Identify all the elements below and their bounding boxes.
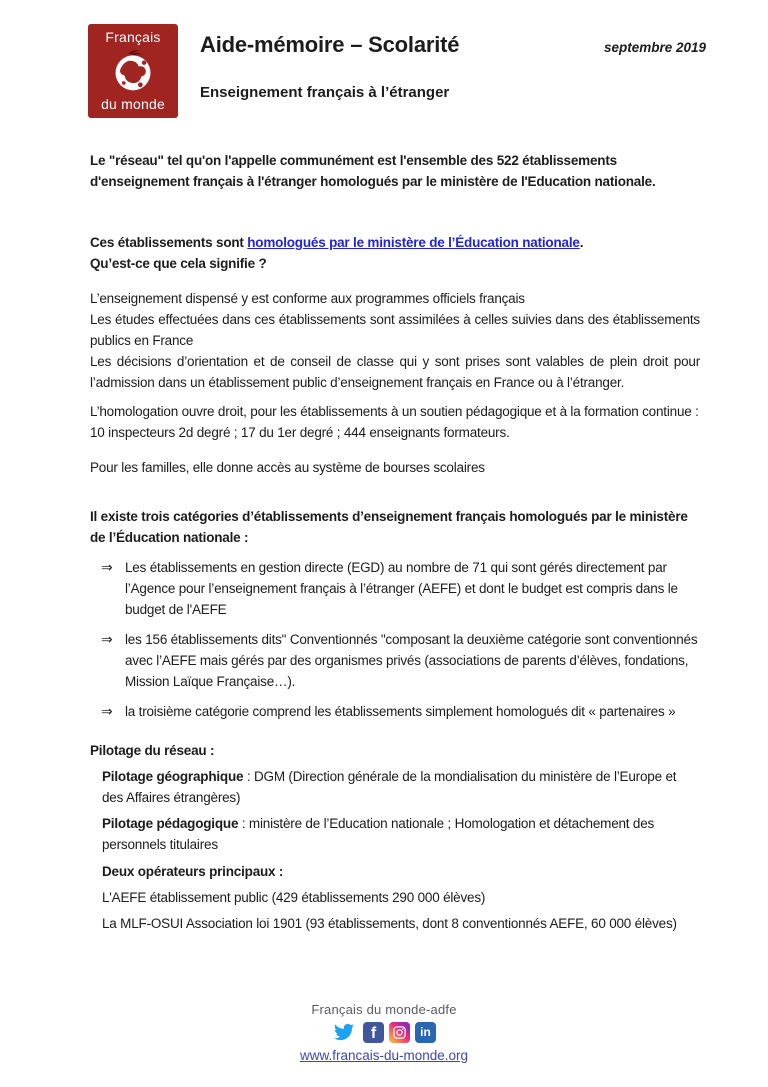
category-item-partenaires: la troisième catégorie comprend les établissements simplement homologués dit « partenaires »	[125, 704, 676, 719]
pilotage-geographique-paragraph	[102, 766, 700, 808]
arrow-bullet-icon: ⇒	[101, 703, 113, 719]
list-item	[90, 701, 700, 722]
arrow-bullet-icon: ⇒	[101, 631, 113, 647]
linkedin-icon[interactable]: in	[415, 1022, 436, 1043]
homologation-prefix: Ces établissements sont	[90, 235, 248, 250]
logo-text-bottom: du monde	[101, 96, 165, 112]
category-item-egd: Les établissements en gestion directe (EGD) au nombre de 71 qui sont gérés directement par l’Agence pour l’enseignement français à l’étranger (AEFE) et dont le budget est compris dans le budget de l'AEFE	[125, 560, 678, 617]
intro-paragraph: Le "réseau" tel qu'on l'appelle communément est l'ensemble des 522 établissements d'enseignement français à l'étranger homologués par le ministère de l'Education nationale.	[90, 153, 656, 189]
homologation-suffix: .	[579, 235, 584, 250]
page-title: Aide-mémoire – Scolarité	[200, 32, 460, 57]
bourses-paragraph: Pour les familles, elle donne accès au système de bourses scolaires	[90, 460, 485, 475]
globe-icon	[110, 48, 156, 94]
operator-mlf-line: La MLF-OSUI Association loi 1901 (93 établissements, dont 8 conventionnés AEFE, 60 000 élèves)	[102, 916, 677, 931]
pilotage-pedagogique-paragraph	[102, 813, 700, 855]
operators-heading: Deux opérateurs principaux :	[102, 864, 284, 879]
question-line: Qu’est-ce que cela signifie ?	[90, 256, 267, 271]
detail-paragraph-1: L’enseignement dispensé y est conforme aux programmes officiels français	[90, 291, 525, 306]
footer-website-link[interactable]: www.francais-du-monde.org	[299, 1048, 469, 1063]
homologation-link[interactable]: homologués par le ministère de l’Éducation nationale	[247, 235, 580, 250]
operator-aefe-line: L'AEFE établissement public (429 établissements 290 000 élèves)	[102, 890, 486, 905]
document-date: septembre 2019	[603, 40, 706, 55]
arrow-bullet-icon: ⇒	[101, 559, 113, 575]
pilotage-heading: Pilotage du réseau :	[90, 743, 215, 758]
pilotage-peda-label: Pilotage pédagogique	[102, 816, 239, 831]
detail-paragraph-2: Les études effectuées dans ces établissements sont assimilées à celles suivies dans des établissements publics en France	[90, 312, 700, 348]
homologation-benefits-paragraph: L’homologation ouvre droit, pour les établissements à un soutien pédagogique et à la formation continue : 10 inspecteurs 2d degré ; 17 du 1er degré ; 444 enseignants formateurs.	[90, 404, 699, 440]
pilotage-peda-text: : ministère de l’Education nationale ; Homologation et détachement des personnels titulaires	[102, 816, 655, 852]
document-body	[0, 118, 768, 934]
footer-org-name: Français du monde-adfe	[311, 1002, 457, 1017]
list-item	[90, 557, 700, 620]
category-item-conventionnes: les 156 établissements dits" Conventionnés "composant la deuxième catégorie sont conventionnés avec l’AEFE mais gérés par des organismes privés (associations de parents d’élèves, fondations, Mission Laïque Française…).	[125, 632, 698, 689]
details-block	[90, 288, 700, 393]
twitter-icon[interactable]	[332, 1021, 358, 1043]
document-header	[0, 0, 768, 118]
pilotage-geo-label: Pilotage géographique	[102, 769, 244, 784]
document-footer	[0, 1002, 768, 1065]
logo-text-top: Français	[105, 29, 161, 45]
social-links-row	[0, 1020, 768, 1044]
pilotage-geo-text: : DGM (Direction générale de la mondialisation du ministère de l’Europe et des Affaires étrangères)	[102, 769, 677, 805]
detail-paragraph-3: Les décisions d’orientation et de conseil de classe qui y sont prises sont valables de plein droit pour l’admission dans un établissement public d’enseignement français en France ou à l’étranger.	[90, 354, 700, 390]
page-subtitle: Enseignement français à l’étranger	[200, 84, 450, 101]
homologation-sentence	[90, 232, 700, 253]
org-logo	[88, 24, 178, 118]
instagram-icon[interactable]	[389, 1022, 410, 1043]
categories-heading: Il existe trois catégories d’établissements d’enseignement français homologués par le ministère de l’Éducation nationale :	[90, 509, 688, 545]
list-item	[90, 629, 700, 692]
facebook-icon[interactable]: f	[363, 1022, 384, 1043]
